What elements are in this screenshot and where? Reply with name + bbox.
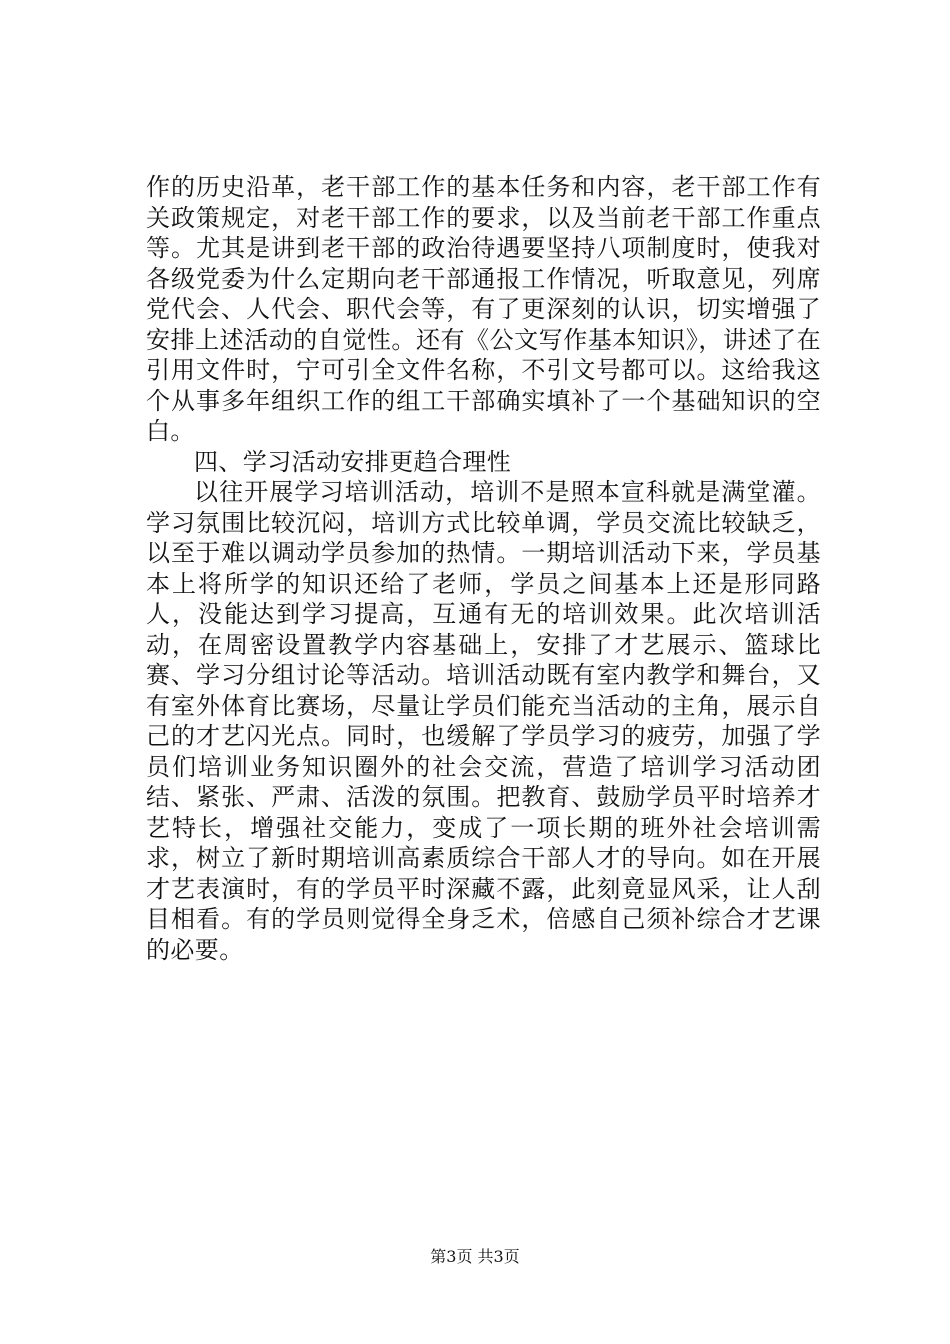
section-heading: 四、学习活动安排更趋合理性 [194, 447, 512, 476]
paragraph-learning-activities: 以往开展学习培训活动，培训不是照本宣科就是满堂灌。学习氛围比较沉闷，培训方式比较单调，学员交流比较缺乏，以至于难以调动学员参加的热情。一期培训活动下来，学员基本上将所学的知识还给了老师，学员之间基本上还是形同路人，没能达到学习提高，互通有无的培训效果。此次培训活动，在周密设置教学内容基础上，安排了才艺展示、篮球比赛、学习分组讨论等活动。培训活动既有室内教学和舞台，又有室外体育比赛场，尽量让学员们能充当活动的主角，展示自己的才艺闪光点。同时，也缓解了学员学习的疲劳，加强了学员们培训业务知识圈外的社会交流，营造了培训学习活动团结、紧张、严肃、活泼的氛围。把教育、鼓励学员平时培养才艺特长，增强社交能力，变成了一项长期的班外社会培训需求，树立了新时期培训高素质综合干部人才的导向。如在开展才艺表演时，有的学员平时深藏不露，此刻竟显风采，让人刮目相看。有的学员则觉得全身乏术，倍感自己须补综合才艺课的必要。 [146, 478, 821, 964]
document-body [146, 172, 821, 965]
page-number-footer: 第3页 共3页 [430, 1247, 520, 1266]
paragraph-continuation: 作的历史沿革，老干部工作的基本任务和内容，老干部工作有关政策规定，对老干部工作的要求，以及当前老干部工作重点等。尤其是讲到老干部的政治待遇要坚持八项制度时，使我对各级党委为什么定期向老干部通报工作情况，听取意见，列席党代会、人代会、职代会等，有了更深刻的认识，切实增强了安排上述活动的自觉性。还有《公文写作基本知识》，讲述了在引用文件时，宁可引全文件名称，不引文号都可以。这给我这个从事多年组织工作的组工干部确实填补了一个基础知识的空白。 [146, 173, 821, 445]
